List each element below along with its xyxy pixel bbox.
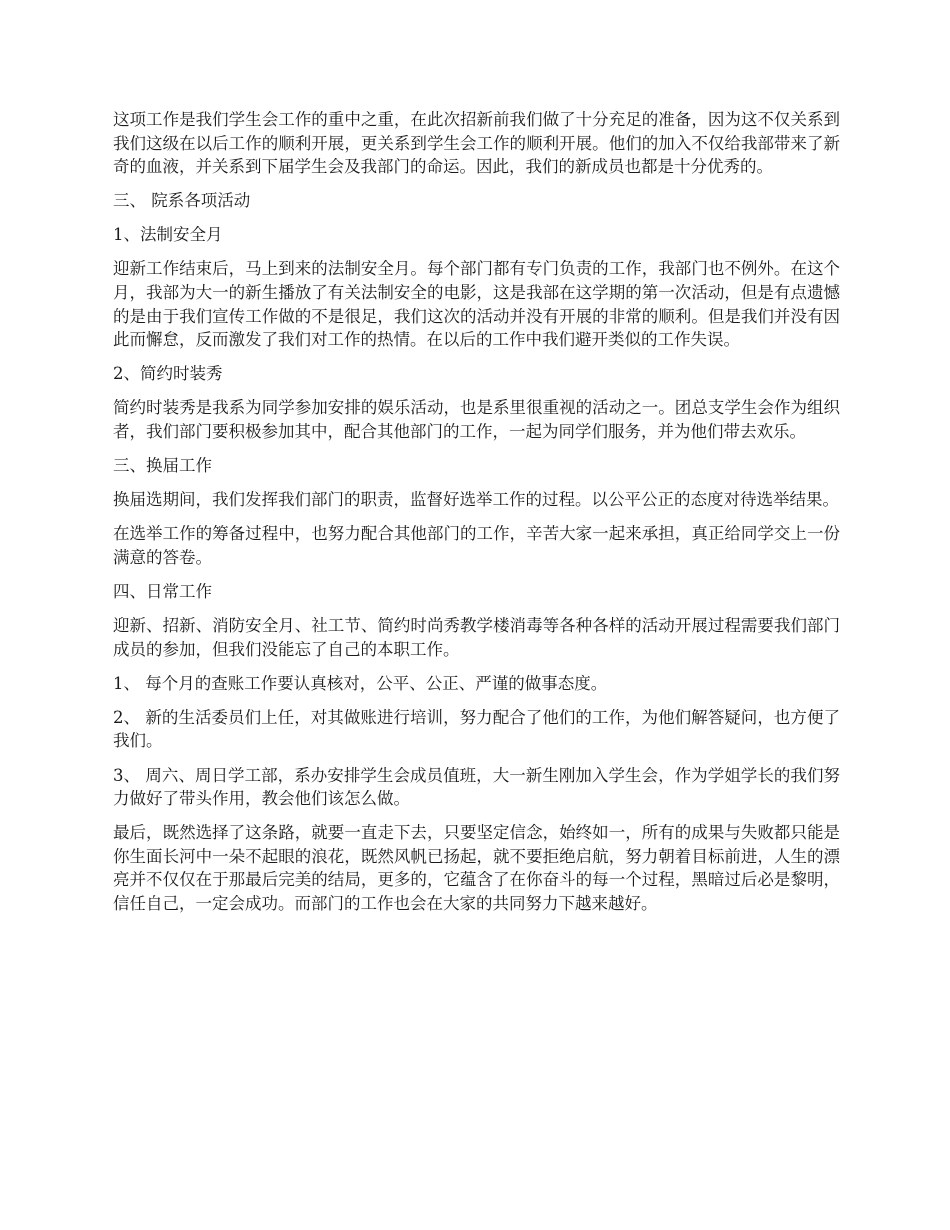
subheading-fashion-show: 2、简约时装秀 <box>113 364 223 384</box>
section-heading-daily-work: 四、日常工作 <box>113 582 212 601</box>
list-item-2: 2、 新的生活委员们上任，对其做账进行培训，努力配合了他们的工作，为他们解答疑问，也方便了我们。 <box>113 707 840 751</box>
subheading-legal-safety-month: 1、法制安全月 <box>113 225 223 245</box>
list-item-3: 3、 周六、周日学工部，系办安排学生会成员值班，大一新生刚加入学生会，作为学姐学长的我们努力做好了带头作用，教会他们该怎么做。 <box>113 765 840 809</box>
document-page <box>113 108 840 926</box>
paragraph-conclusion: 最后，既然选择了这条路，就要一直走下去，只要坚定信念，始终如一，所有的成果与失败都只能是你生面长河中一朵不起眼的浪花，既然风帆已扬起，就不要拒绝启航，努力朝着目标前进，人生的漂亮并不仅仅在于那最后完美的结局，更多的，它蕴含了在你奋斗的每一个过程，黑暗过后必是黎明，信任自己，一定会成功。而部门的工作也会在大家的共同努力下越来越好。 <box>113 823 840 914</box>
paragraph-legal-safety-month: 迎新工作结束后，马上到来的法制安全月。每个部门都有专门负责的工作，我部门也不例外。在这个月，我部为大一的新生播放了有关法制安全的电影，这是我部在这学期的第一次活动，但是有点遗憾的是由于我们宣传工作做的不是很足，我们这次的活动并没有开展的非常的顺利。但是我们并没有因此而懈怠，反而激发了我们对工作的热情。在以后的工作中我们避开类似的工作失误。 <box>113 259 840 350</box>
section-heading-activities: 三、 院系各项活动 <box>113 191 251 211</box>
paragraph-fashion-show: 简约时装秀是我系为同学参加安排的娱乐活动，也是系里很重视的活动之一。团总支学生会作为组织者，我们部门要积极参加其中，配合其他部门的工作，一起为同学们服务，并为他们带去欢乐。 <box>113 398 840 442</box>
section-heading-election: 三、换届工作 <box>113 456 212 476</box>
paragraph-daily-work: 迎新、招新、消防安全月、社工节、简约时尚秀教学楼消毒等各种各样的活动开展过程需要我们部门成员的参加，但我们没能忘了自己的本职工作。 <box>113 616 840 659</box>
paragraph-election-1: 换届选期间，我们发挥我们部门的职责，监督好选举工作的过程。以公平公正的态度对待选举结果。 <box>113 490 839 510</box>
list-item-1: 1、 每个月的查账工作要认真核对，公平、公正、严谨的做事态度。 <box>113 673 608 693</box>
paragraph-intro: 这项工作是我们学生会工作的重中之重，在此次招新前我们做了十分充足的准备，因为这不仅关系到我们这级在以后工作的顺利开展，更关系到学生会工作的顺利开展。他们的加入不仅给我部带来了新奇的血液，并关系到下届学生会及我部门的命运。因此，我们的新成员也都是十分优秀的。 <box>113 110 840 177</box>
paragraph-election-2: 在选举工作的筹备过程中，也努力配合其他部门的工作，辛苦大家一起来承担，真正给同学交上一份满意的答卷。 <box>113 524 840 567</box>
